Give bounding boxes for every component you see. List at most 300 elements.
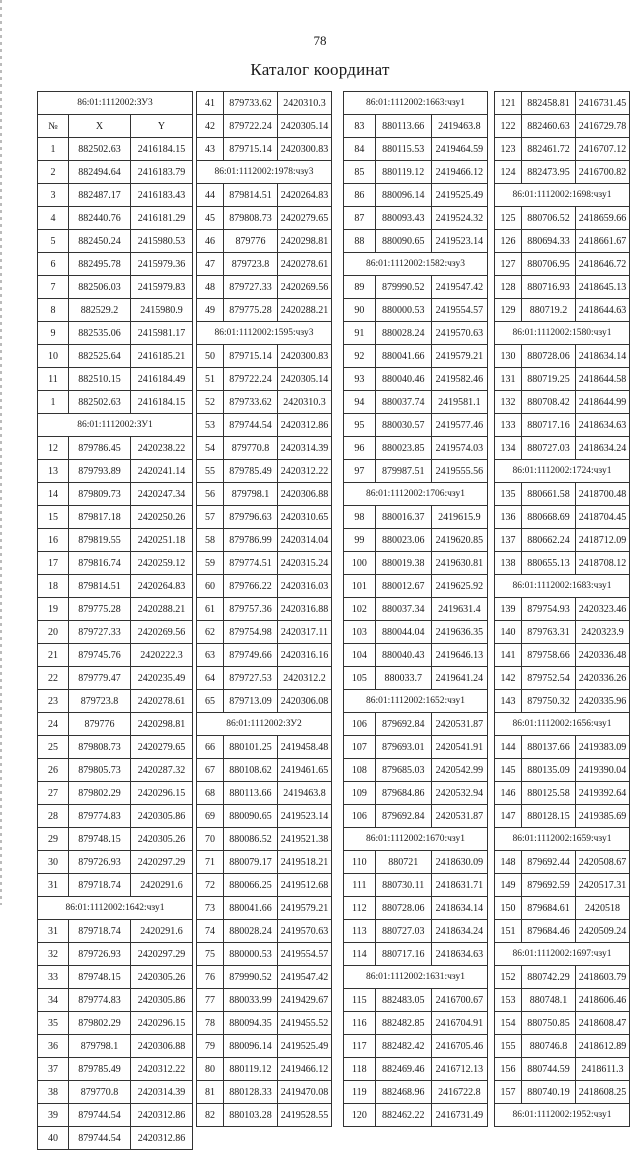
table-row xyxy=(495,483,630,506)
point-number: 87 xyxy=(344,207,376,230)
point-number: 26 xyxy=(38,759,69,782)
point-number: 123 xyxy=(495,138,522,161)
table-row xyxy=(38,529,193,552)
point-number: 5 xyxy=(38,230,69,253)
coord-x: 879766.22 xyxy=(224,575,278,598)
point-number: 58 xyxy=(197,529,224,552)
coord-y: 2418645.13 xyxy=(576,276,630,299)
table-row xyxy=(38,989,193,1012)
coord-x: 880742.29 xyxy=(522,966,576,989)
coord-x: 880033.7 xyxy=(375,667,431,690)
coord-x: 882502.63 xyxy=(69,138,131,161)
point-number: 75 xyxy=(197,943,224,966)
table-row xyxy=(495,736,630,759)
table-row xyxy=(197,184,332,207)
coord-x: 879793.89 xyxy=(69,460,131,483)
coord-y: 2420287.32 xyxy=(131,759,193,782)
table-row xyxy=(344,506,488,529)
table-row xyxy=(344,552,488,575)
coord-y: 2416731.45 xyxy=(576,92,630,115)
table-row xyxy=(344,874,488,897)
coord-y: 2416729.78 xyxy=(576,115,630,138)
point-number: 125 xyxy=(495,207,522,230)
coord-y: 2418634.14 xyxy=(576,345,630,368)
coord-x: 879808.73 xyxy=(224,207,278,230)
table-row xyxy=(197,115,332,138)
coord-y: 2420336.48 xyxy=(576,644,630,667)
table-row xyxy=(495,874,630,897)
coord-x: 880740.19 xyxy=(522,1081,576,1104)
coord-x: 880128.15 xyxy=(522,805,576,828)
coordinate-table-column-1 xyxy=(37,91,193,1150)
point-number: 124 xyxy=(495,161,522,184)
coord-x: 879727.33 xyxy=(224,276,278,299)
point-number: 121 xyxy=(495,92,522,115)
coord-x: 882458.81 xyxy=(522,92,576,115)
point-number: 6 xyxy=(38,253,69,276)
column-header: Y xyxy=(131,115,193,138)
coord-x: 882506.03 xyxy=(69,276,131,299)
point-number: 71 xyxy=(197,851,224,874)
coord-x: 879758.66 xyxy=(522,644,576,667)
coord-y: 2420298.81 xyxy=(131,713,193,736)
point-number: 91 xyxy=(344,322,376,345)
coord-y: 2420323.9 xyxy=(576,621,630,644)
coord-x: 882482.85 xyxy=(375,1012,431,1035)
coord-y: 2420279.65 xyxy=(131,736,193,759)
point-number: 68 xyxy=(197,782,224,805)
coord-y: 2420336.26 xyxy=(576,667,630,690)
point-number: 33 xyxy=(38,966,69,989)
table-row xyxy=(38,207,193,230)
table-row xyxy=(495,1035,630,1058)
coord-x: 880744.59 xyxy=(522,1058,576,1081)
parcel-id: 86:01:1112002:1697:чзу1 xyxy=(495,943,630,966)
coord-x: 880040.46 xyxy=(375,368,431,391)
coord-y: 2416183.43 xyxy=(131,184,193,207)
point-number: 112 xyxy=(344,897,376,920)
table-row xyxy=(495,851,630,874)
coord-y: 2418644.63 xyxy=(576,299,630,322)
point-number: 144 xyxy=(495,736,522,759)
point-number: 139 xyxy=(495,598,522,621)
coord-y: 2416183.79 xyxy=(131,161,193,184)
coord-y: 2420518 xyxy=(576,897,630,920)
coord-x: 882440.76 xyxy=(69,207,131,230)
table-row xyxy=(495,115,630,138)
coord-x: 880716.93 xyxy=(522,276,576,299)
point-number: 59 xyxy=(197,552,224,575)
table-row xyxy=(197,253,332,276)
coord-y: 2420247.34 xyxy=(131,483,193,506)
parcel-header-row xyxy=(495,575,630,598)
coordinate-table-column-2 xyxy=(196,91,332,1127)
parcel-id: 86:01:1112002:1631:чзу1 xyxy=(344,966,488,989)
table-row xyxy=(495,253,630,276)
table-row xyxy=(38,644,193,667)
parcel-id: 86:01:1112002:1595:чзу3 xyxy=(197,322,332,345)
coord-y: 2420291.6 xyxy=(131,920,193,943)
coord-y: 2418634.24 xyxy=(576,437,630,460)
coord-y: 2420312.2 xyxy=(278,667,332,690)
table-row xyxy=(38,138,193,161)
coord-x: 880000.53 xyxy=(224,943,278,966)
point-number: 114 xyxy=(344,943,376,966)
table-row xyxy=(197,1012,332,1035)
coord-x: 880028.24 xyxy=(224,920,278,943)
coord-x: 879776 xyxy=(224,230,278,253)
coord-x: 879723.8 xyxy=(69,690,131,713)
point-number: 52 xyxy=(197,391,224,414)
table-row xyxy=(38,736,193,759)
point-number: 30 xyxy=(38,851,69,874)
table-row xyxy=(495,345,630,368)
coord-y: 2419554.57 xyxy=(278,943,332,966)
coord-y: 2420316.03 xyxy=(278,575,332,598)
coord-y: 2418603.79 xyxy=(576,966,630,989)
coord-x: 879727.53 xyxy=(224,667,278,690)
point-number: 102 xyxy=(344,598,376,621)
table-row xyxy=(197,437,332,460)
coord-y: 2420314.39 xyxy=(278,437,332,460)
point-number: 46 xyxy=(197,230,224,253)
table-row xyxy=(197,851,332,874)
table-row xyxy=(197,207,332,230)
coord-y: 2418644.58 xyxy=(576,368,630,391)
table-row xyxy=(197,1058,332,1081)
coord-y: 2419521.38 xyxy=(278,828,332,851)
point-number: 70 xyxy=(197,828,224,851)
coord-y: 2420315.24 xyxy=(278,552,332,575)
coord-x: 879785.49 xyxy=(224,460,278,483)
coord-y: 2419615.9 xyxy=(431,506,487,529)
point-number: 127 xyxy=(495,253,522,276)
coord-y: 2419383.09 xyxy=(576,736,630,759)
point-number: 43 xyxy=(197,138,224,161)
coord-y: 2416184.15 xyxy=(131,138,193,161)
table-row xyxy=(38,805,193,828)
coord-y: 2420542.99 xyxy=(431,759,487,782)
table-row xyxy=(344,644,488,667)
table-row xyxy=(495,1058,630,1081)
coord-x: 879718.74 xyxy=(69,874,131,897)
coord-x: 879816.74 xyxy=(69,552,131,575)
table-row xyxy=(38,874,193,897)
point-number: 157 xyxy=(495,1081,522,1104)
parcel-header-row xyxy=(197,713,332,736)
coord-x: 882494.64 xyxy=(69,161,131,184)
table-row xyxy=(38,184,193,207)
coord-x: 880706.52 xyxy=(522,207,576,230)
point-number: 129 xyxy=(495,299,522,322)
coord-y: 2420312.86 xyxy=(131,1104,193,1127)
coord-x: 880727.03 xyxy=(522,437,576,460)
table-row xyxy=(38,322,193,345)
point-number: 11 xyxy=(38,368,69,391)
coord-y: 2419625.92 xyxy=(431,575,487,598)
table-row xyxy=(495,621,630,644)
coord-y: 2420296.15 xyxy=(131,782,193,805)
coord-y: 2420306.88 xyxy=(278,483,332,506)
coord-x: 879775.28 xyxy=(224,299,278,322)
coord-x: 880000.53 xyxy=(375,299,431,322)
coord-x: 880096.14 xyxy=(224,1035,278,1058)
parcel-id: 86:01:1112002:1663:чзу1 xyxy=(344,92,488,115)
coord-y: 2416181.29 xyxy=(131,207,193,230)
table-row xyxy=(344,943,488,966)
coord-y: 2419429.67 xyxy=(278,989,332,1012)
coord-y: 2420531.87 xyxy=(431,713,487,736)
table-row xyxy=(197,391,332,414)
coord-y: 2418630.09 xyxy=(431,851,487,874)
table-row xyxy=(38,598,193,621)
coord-y: 2420278.61 xyxy=(278,253,332,276)
coord-y: 2419385.69 xyxy=(576,805,630,828)
table-row xyxy=(495,161,630,184)
coord-x: 882502.63 xyxy=(69,391,131,414)
coord-x: 880066.25 xyxy=(224,874,278,897)
parcel-header-row xyxy=(344,253,488,276)
coord-x: 880125.58 xyxy=(522,782,576,805)
coord-x: 882510.15 xyxy=(69,368,131,391)
coord-y: 2418634.24 xyxy=(431,920,487,943)
point-number: 142 xyxy=(495,667,522,690)
point-number: 28 xyxy=(38,805,69,828)
point-number: 92 xyxy=(344,345,376,368)
parcel-header-row xyxy=(38,897,193,920)
point-number: 98 xyxy=(344,506,376,529)
coord-y: 2420517.31 xyxy=(576,874,630,897)
point-number: 55 xyxy=(197,460,224,483)
coord-y: 2419390.04 xyxy=(576,759,630,782)
parcel-id: 86:01:1112002:1670:чзу1 xyxy=(344,828,488,851)
point-number: 95 xyxy=(344,414,376,437)
coord-y: 2420264.83 xyxy=(278,184,332,207)
parcel-header-row xyxy=(495,460,630,483)
coord-x: 880016.37 xyxy=(375,506,431,529)
table-row xyxy=(344,851,488,874)
table-row xyxy=(344,115,488,138)
table-row xyxy=(197,690,332,713)
table-row xyxy=(344,207,488,230)
coord-y: 2418606.46 xyxy=(576,989,630,1012)
coord-x: 880012.67 xyxy=(375,575,431,598)
coord-y: 2418634.63 xyxy=(576,414,630,437)
coord-y: 2418712.09 xyxy=(576,529,630,552)
point-number: 93 xyxy=(344,368,376,391)
coord-y: 2420296.15 xyxy=(131,1012,193,1035)
coord-y: 2420264.83 xyxy=(131,575,193,598)
coord-y: 2418644.99 xyxy=(576,391,630,414)
point-number: 27 xyxy=(38,782,69,805)
coord-x: 880086.52 xyxy=(224,828,278,851)
coord-y: 2420269.56 xyxy=(278,276,332,299)
table-row xyxy=(197,575,332,598)
table-row xyxy=(197,529,332,552)
coord-y: 2420297.29 xyxy=(131,943,193,966)
coord-y: 2419458.48 xyxy=(278,736,332,759)
table-row xyxy=(344,805,488,828)
table-row xyxy=(344,920,488,943)
table-row xyxy=(197,943,332,966)
point-number: 120 xyxy=(344,1104,376,1127)
table-row xyxy=(495,92,630,115)
point-number: 83 xyxy=(344,115,376,138)
coord-y: 2420288.21 xyxy=(278,299,332,322)
point-number: 35 xyxy=(38,1012,69,1035)
coord-y: 2416707.12 xyxy=(576,138,630,161)
point-number: 31 xyxy=(38,920,69,943)
coord-x: 882460.63 xyxy=(522,115,576,138)
coord-y: 2420305.26 xyxy=(131,966,193,989)
coord-y: 2420306.08 xyxy=(278,690,332,713)
table-row xyxy=(495,437,630,460)
point-number: 119 xyxy=(344,1081,376,1104)
coord-y: 2420250.26 xyxy=(131,506,193,529)
point-number: 89 xyxy=(344,276,376,299)
point-number: 16 xyxy=(38,529,69,552)
point-number: 109 xyxy=(344,782,376,805)
table-row xyxy=(38,575,193,598)
coord-x: 879770.8 xyxy=(69,1081,131,1104)
coord-y: 2418631.71 xyxy=(431,874,487,897)
point-number: 147 xyxy=(495,805,522,828)
coord-x: 880113.66 xyxy=(224,782,278,805)
coord-y: 2419523.14 xyxy=(431,230,487,253)
coord-y: 2418704.45 xyxy=(576,506,630,529)
parcel-header-row xyxy=(197,322,332,345)
coord-x: 880655.13 xyxy=(522,552,576,575)
coord-x: 880023.85 xyxy=(375,437,431,460)
table-row xyxy=(344,529,488,552)
coord-y: 2420279.65 xyxy=(278,207,332,230)
table-row xyxy=(344,621,488,644)
table-row xyxy=(495,966,630,989)
point-number: 151 xyxy=(495,920,522,943)
table-row xyxy=(197,920,332,943)
coord-x: 882462.22 xyxy=(375,1104,431,1127)
point-number: 128 xyxy=(495,276,522,299)
coord-y: 2420312.22 xyxy=(278,460,332,483)
coord-x: 880128.33 xyxy=(224,1081,278,1104)
coord-x: 880037.74 xyxy=(375,391,431,414)
coord-y: 2418608.47 xyxy=(576,1012,630,1035)
table-row xyxy=(495,1012,630,1035)
table-row xyxy=(38,253,193,276)
point-number: 133 xyxy=(495,414,522,437)
table-row xyxy=(38,713,193,736)
table-row xyxy=(344,368,488,391)
table-row xyxy=(197,552,332,575)
coord-x: 879796.63 xyxy=(224,506,278,529)
point-number: 99 xyxy=(344,529,376,552)
point-number: 65 xyxy=(197,690,224,713)
point-number: 136 xyxy=(495,506,522,529)
point-number: 81 xyxy=(197,1081,224,1104)
coord-y: 2419582.46 xyxy=(431,368,487,391)
table-row xyxy=(495,138,630,161)
coordinate-table xyxy=(343,91,488,1127)
table-row xyxy=(38,460,193,483)
coord-x: 880719.25 xyxy=(522,368,576,391)
point-number: 118 xyxy=(344,1058,376,1081)
coord-y: 2419528.55 xyxy=(278,1104,332,1127)
table-row xyxy=(197,644,332,667)
table-row xyxy=(344,414,488,437)
point-number: 57 xyxy=(197,506,224,529)
coord-y: 2419636.35 xyxy=(431,621,487,644)
coord-y: 2419579.21 xyxy=(431,345,487,368)
coord-y: 2420532.94 xyxy=(431,782,487,805)
point-number: 10 xyxy=(38,345,69,368)
coord-y: 2420305.14 xyxy=(278,115,332,138)
coord-x: 882450.24 xyxy=(69,230,131,253)
point-number: 110 xyxy=(344,851,376,874)
coord-x: 879786.45 xyxy=(69,437,131,460)
point-number: 1 xyxy=(38,391,69,414)
coord-x: 880103.28 xyxy=(224,1104,278,1127)
point-number: 153 xyxy=(495,989,522,1012)
coord-y: 2416700.67 xyxy=(431,989,487,1012)
coord-y: 2418661.67 xyxy=(576,230,630,253)
coord-x: 880668.69 xyxy=(522,506,576,529)
coord-x: 879786.99 xyxy=(224,529,278,552)
coordinate-table xyxy=(494,91,630,1127)
table-row xyxy=(197,897,332,920)
coord-y: 2419518.21 xyxy=(278,851,332,874)
coord-y: 2420316.88 xyxy=(278,598,332,621)
point-number: 96 xyxy=(344,437,376,460)
point-number: 156 xyxy=(495,1058,522,1081)
point-number: 141 xyxy=(495,644,522,667)
column-header-row xyxy=(38,115,193,138)
parcel-id: 86:01:1112002:1698:чзу1 xyxy=(495,184,630,207)
table-row xyxy=(38,391,193,414)
coord-y: 2415981.17 xyxy=(131,322,193,345)
coord-x: 879726.93 xyxy=(69,851,131,874)
parcel-header-row xyxy=(495,184,630,207)
table-row xyxy=(38,690,193,713)
point-number: 86 xyxy=(344,184,376,207)
point-number: 143 xyxy=(495,690,522,713)
coord-x: 879814.51 xyxy=(224,184,278,207)
point-number: 13 xyxy=(38,460,69,483)
coord-y: 2420235.49 xyxy=(131,667,193,690)
parcel-id: 86:01:1112002:ЗУ3 xyxy=(38,92,193,115)
coord-y: 2415979.36 xyxy=(131,253,193,276)
coord-x: 880717.16 xyxy=(522,414,576,437)
coord-y: 2420222.3 xyxy=(131,644,193,667)
point-number: 131 xyxy=(495,368,522,391)
coord-y: 2420509.24 xyxy=(576,920,630,943)
coord-x: 879684.61 xyxy=(522,897,576,920)
coord-y: 2419631.4 xyxy=(431,598,487,621)
coord-y: 2419463.8 xyxy=(278,782,332,805)
parcel-header-row xyxy=(344,828,488,851)
point-number: 90 xyxy=(344,299,376,322)
point-number: 69 xyxy=(197,805,224,828)
coord-x: 879745.76 xyxy=(69,644,131,667)
coord-y: 2419525.49 xyxy=(278,1035,332,1058)
point-number: 32 xyxy=(38,943,69,966)
parcel-id: 86:01:1112002:1978:чзу3 xyxy=(197,161,332,184)
coord-y: 2420310.3 xyxy=(278,92,332,115)
coord-x: 880079.17 xyxy=(224,851,278,874)
table-row xyxy=(38,782,193,805)
point-number: 66 xyxy=(197,736,224,759)
coord-x: 880028.24 xyxy=(375,322,431,345)
coord-y: 2420305.86 xyxy=(131,805,193,828)
